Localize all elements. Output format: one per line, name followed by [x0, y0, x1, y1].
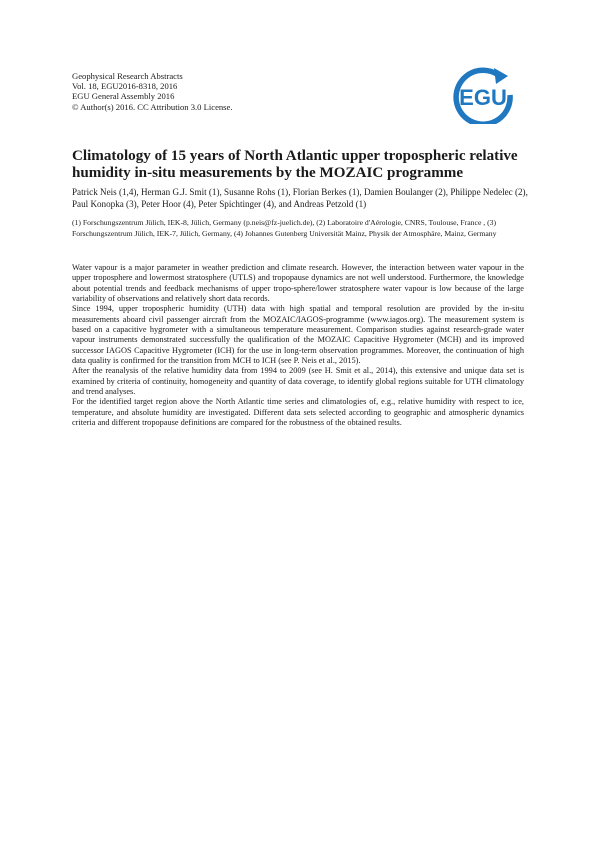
- license-text: © Author(s) 2016. CC Attribution 3.0 License.: [72, 101, 233, 112]
- publication-header: [72, 71, 372, 112]
- abstract-paragraph: After the reanalysis of the relative humidity data from 1994 to 2009 (see H. Smit et al., 2014), this extensive and unique data set is examined by criteria of continuity, homogeneity and quantity of data coverage, to identify global regions suitable for UTH climatology and trend analyses.: [72, 366, 524, 397]
- egu-logo-icon: [452, 64, 524, 124]
- volume-info: Vol. 18, EGU2016-8318, 2016: [72, 81, 178, 92]
- abstract-paragraph: Since 1994, upper tropospheric humidity (UTH) data with high spatial and temporal resolution are provided by the in-situ measurements aboard civil passenger aircraft from the MOZAIC/IAGOS-programme (www.iagos.org). The measurement system is based on a capacitive hygrometer with a simultaneous temperature measurement. Comparison studies against research-grade water vapour instruments demonstrated successfully the qualification of the MOZAIC Capacitive Hygrometer (MCH) and its improved successor IAGOS Capacitive Hygrometer (ICH) for the use in long-term observation programmes. Moreover, the continuation of high data quality is confirmed for the transition from MCH to ICH (see P. Neis et al., 2015).: [72, 304, 524, 366]
- abstract-body: [72, 263, 524, 429]
- author-list: Patrick Neis (1,4), Herman G.J. Smit (1), Susanne Rohs (1), Florian Berkes (1), Damien Boulanger (2), Philippe Nedelec (2), Paul Konopka (3), Peter Hoor (4), Peter Spichtinger (4), and Andreas Petzold (1): [72, 187, 528, 210]
- logo-text: EGU: [459, 85, 507, 110]
- abstract-paragraph: For the identified target region above the North Atlantic time series and climatologies of, e.g., relative humidity with respect to ice, temperature, and absolute humidity are investigated. Different data sets selected according to geographic and atmospheric dynamics criteria and different tropopause definitions are compared for the robustness of the obtained results.: [72, 397, 524, 428]
- assembly-name: EGU General Assembly 2016: [72, 91, 175, 102]
- paper-title: Climatology of 15 years of North Atlantic upper tropospheric relative humidity in-situ measurements by the MOZAIC programme: [72, 148, 518, 182]
- affiliation-list: (1) Forschungszentrum Jülich, IEK-8, Jülich, Germany (p.neis@fz-juelich.de), (2) Laboratoire d'Aérologie, CNRS, Toulouse, France , (3) Forschungszentrum Jülich, IEK-7, Jülich, Germany, (4) Johannes Gutenberg Universität Mainz, Physik der Atmosphäre, Mainz, Germany: [72, 218, 497, 238]
- journal-name: Geophysical Research Abstracts: [72, 71, 183, 81]
- abstract-paragraph: Water vapour is a major parameter in weather prediction and climate research. However, the interaction between water vapour in the upper troposphere and lowermost stratosphere (UTLS) and tropopause dynamics are not well understood. Furthermore, the knowledge about potential trends and feedback mechanisms of upper tropo-sphere/lower stratosphere water vapour is low because of the large variability of observations and relatively short data records.: [72, 263, 524, 304]
